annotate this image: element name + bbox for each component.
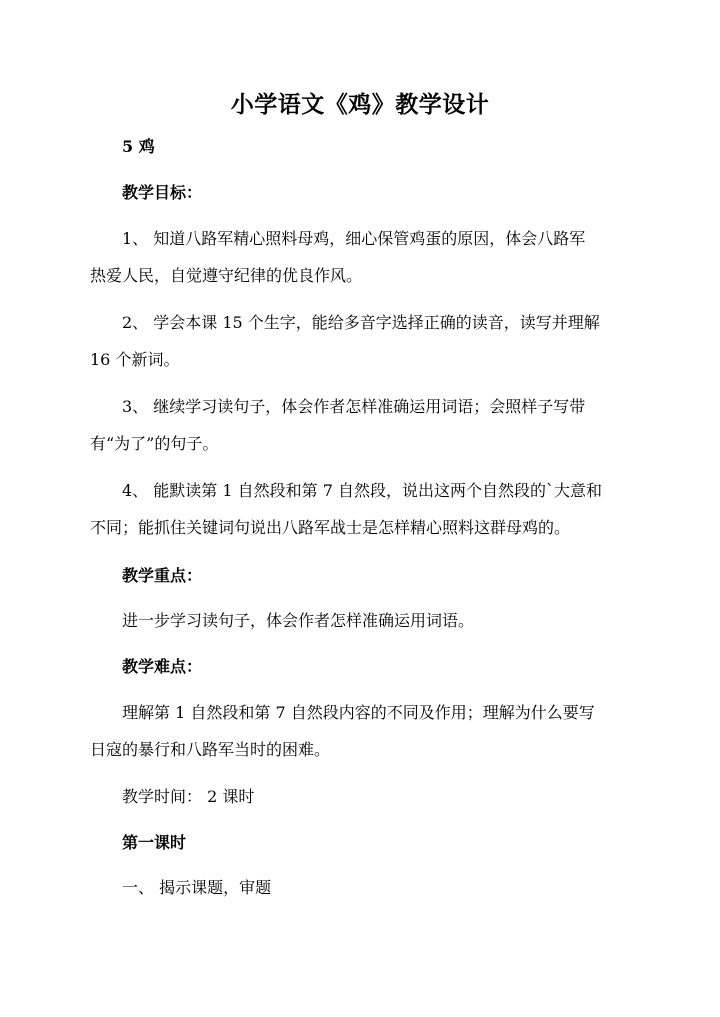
lesson-heading: 5 鸡	[122, 137, 155, 156]
difficulties-heading: 教学难点：	[122, 657, 203, 676]
step-1: 一、 揭示课题，审题	[122, 878, 272, 897]
goal-3-line-1: 3、 继续学习读句子，体会作者怎样准确运用词语；会照样子写带	[122, 397, 586, 416]
first-period-heading: 第一课时	[122, 833, 187, 852]
key-points-text: 进一步学习读句子，体会作者怎样准确运用词语。	[122, 611, 475, 630]
document-title: 小学语文《鸡》教学设计	[230, 91, 490, 118]
goal-2-line-2: 16 个新词。	[90, 350, 180, 369]
difficulties-line-1: 理解第 1 自然段和第 7 自然段内容的不同及作用；理解为什么要写	[122, 703, 595, 722]
goal-1-line-2: 热爱人民，自觉遵守纪律的优良作风。	[90, 266, 363, 285]
difficulties-line-2: 日寇的暴行和八路军当时的困难。	[90, 740, 331, 759]
key-points-heading: 教学重点：	[122, 566, 203, 585]
goals-heading: 教学目标：	[122, 183, 203, 202]
goal-2-line-1: 2、 学会本课 15 个生字，能给多音字选择正确的读音，读写并理解	[122, 313, 600, 332]
goal-1-line-1: 1、 知道八路军精心照料母鸡，细心保管鸡蛋的原因，体会八路军	[122, 229, 586, 248]
goal-4-line-1: 4、 能默读第 1 自然段和第 7 自然段，说出这两个自然段的`大意和	[122, 481, 602, 500]
goal-3-line-2: 有“为了”的句子。	[90, 434, 219, 453]
teaching-time: 教学时间： 2 课时	[122, 787, 255, 806]
goal-4-line-2: 不同；能抓住关键词句说出八路军战士是怎样精心照料这群母鸡的。	[90, 518, 571, 537]
